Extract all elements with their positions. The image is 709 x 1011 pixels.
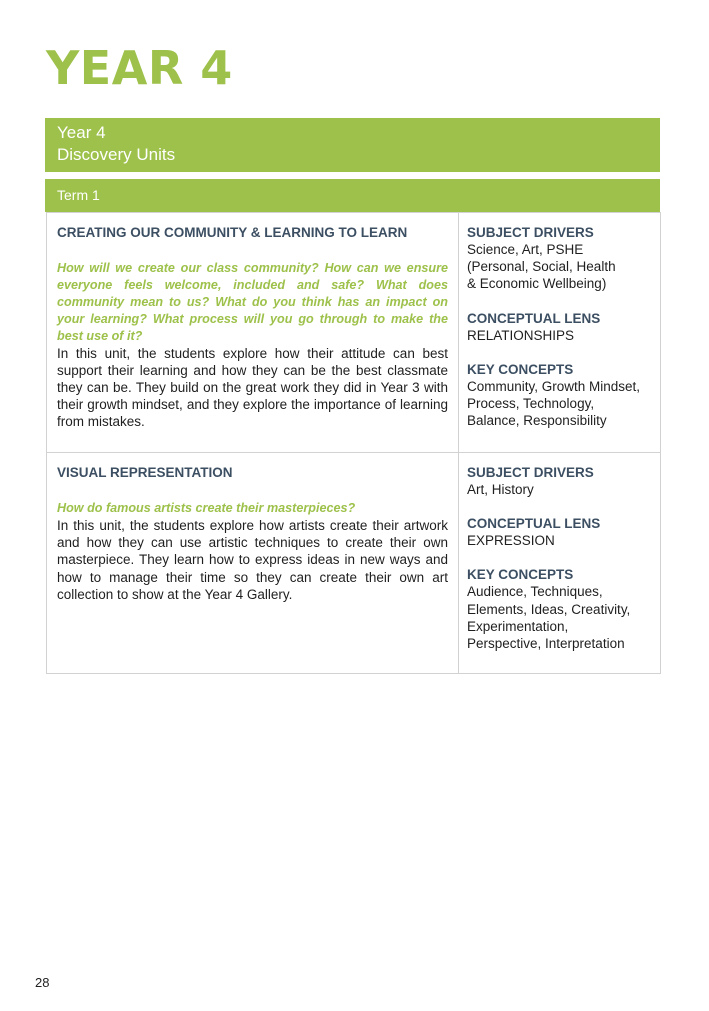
discovery-units-header <box>45 118 660 172</box>
unit-row <box>47 213 661 453</box>
key-concepts-label: KEY CONCEPTS <box>467 361 574 377</box>
subject-drivers-label: SUBJECT DRIVERS <box>467 465 594 480</box>
header-subtitle: Discovery Units <box>57 145 176 164</box>
unit-body-text: In this unit, the students explore how their attitude can best support their learning and how they can be the best classmate they can be. They build on the great work they did in Year 3 with their growth mindset, and they explore the importance of learning from mistakes. <box>57 345 448 430</box>
term-bar <box>45 179 660 212</box>
unit-description-cell <box>47 213 459 453</box>
unit-inquiry-question: How will we create our class community? How can we ensure everyone feels welcome, included and safe? What does community mean to us? What do you think has an impact on your learning? What process will you go through to make the best use of it? <box>57 261 448 343</box>
conceptual-lens-label: CONCEPTUAL LENS <box>467 310 601 326</box>
unit-details-cell <box>459 453 661 674</box>
unit-row <box>47 453 661 674</box>
key-concepts-value: Audience, Techniques, Elements, Ideas, Creativity, Experimentation, Perspective, Interpretation <box>467 584 631 652</box>
page-number: 28 <box>35 975 50 990</box>
conceptual-lens-value: RELATIONSHIPS <box>467 327 575 343</box>
page-title: YEAR 4 <box>46 41 233 95</box>
key-concepts-label: KEY CONCEPTS <box>467 567 574 583</box>
unit-title: VISUAL REPRESENTATION <box>57 465 233 480</box>
subject-drivers-value: Science, Art, PSHE (Personal, Social, Health & Economic Wellbeing) <box>467 242 616 292</box>
unit-title: CREATING OUR COMMUNITY & LEARNING TO LEARN <box>57 225 408 240</box>
unit-description-cell <box>47 453 459 674</box>
unit-details-cell <box>459 213 661 453</box>
header-year: Year 4 <box>57 123 106 142</box>
units-table <box>46 212 661 674</box>
term-label: Term 1 <box>57 187 100 203</box>
subject-drivers-value: Art, History <box>467 482 534 497</box>
unit-inquiry-question: How do famous artists create their masterpieces? <box>57 501 356 515</box>
key-concepts-value: Community, Growth Mindset, Process, Technology, Balance, Responsibility <box>467 378 641 429</box>
unit-body-text: In this unit, the students explore how artists create their artwork and how they can use artistic techniques to create their own masterpiece. They learn how to express ideas in new ways and how to manage their time so they can create their own art collection to show at the Year 4 Gallery. <box>57 517 448 602</box>
subject-drivers-label: SUBJECT DRIVERS <box>467 225 594 240</box>
conceptual-lens-value: EXPRESSION <box>467 533 555 549</box>
conceptual-lens-label: CONCEPTUAL LENS <box>467 516 601 532</box>
